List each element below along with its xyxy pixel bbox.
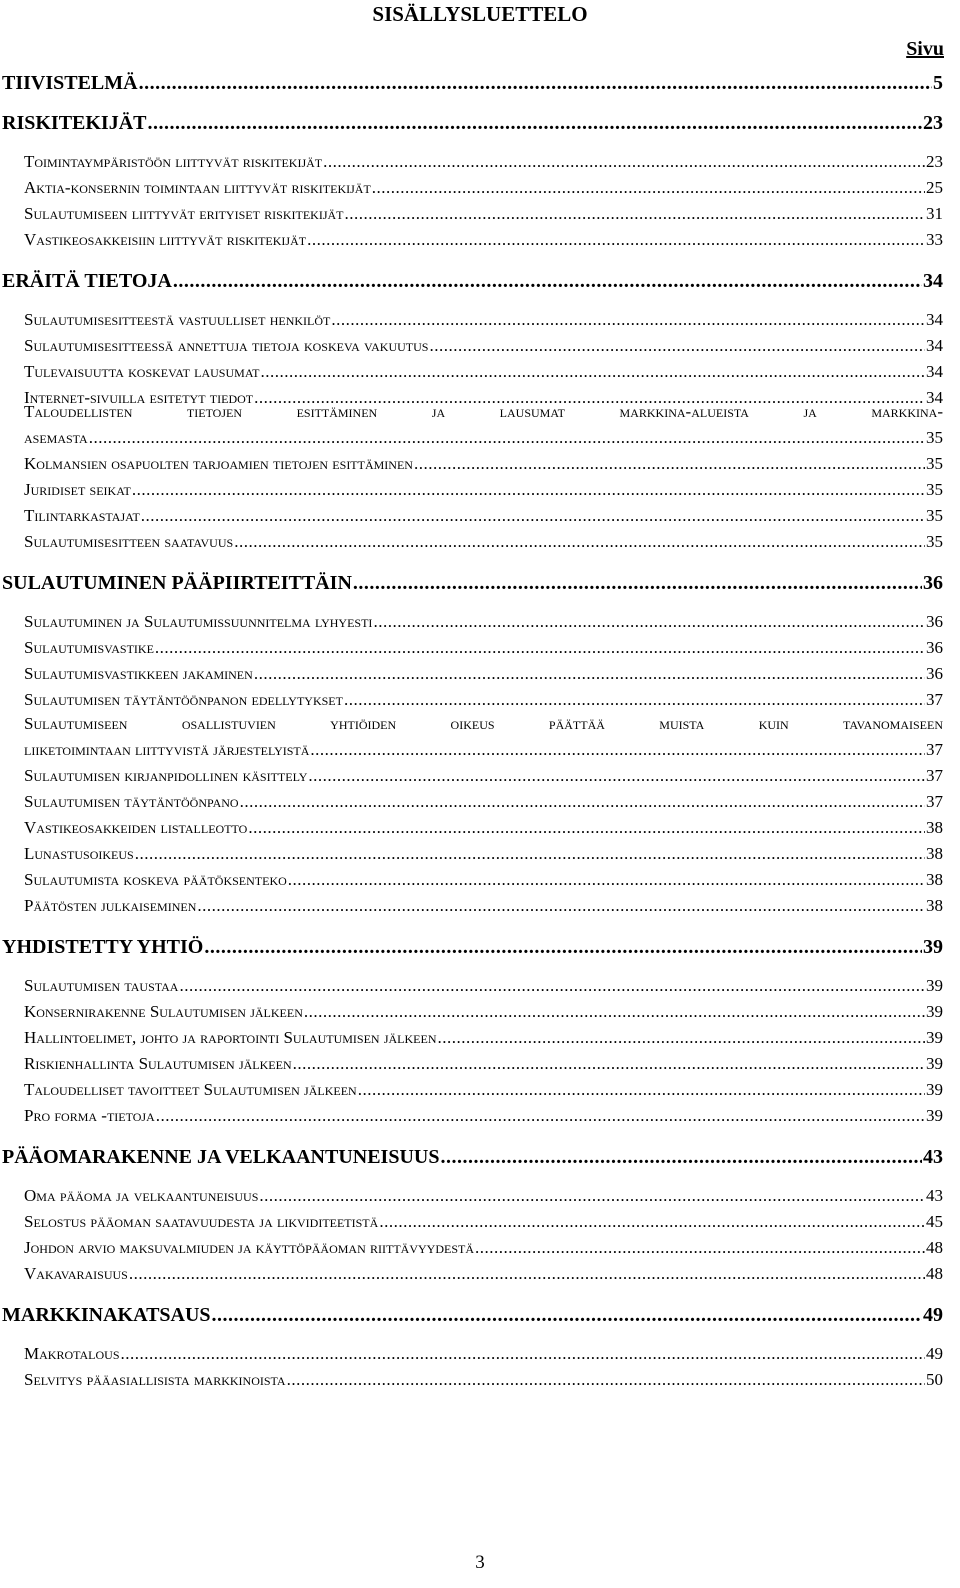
toc-page-number: 39 xyxy=(926,1028,943,1047)
toc-heading-entry[interactable] xyxy=(2,270,943,293)
toc-entry-text: Sulautumista koskeva päätöksenteko xyxy=(24,870,287,889)
toc-entry-text: liiketoimintaan liittyvistä järjestelyistä xyxy=(24,740,310,759)
toc-page-number: 35 xyxy=(926,532,943,551)
toc-entry-text-line1: Taloudellisten tietojen esittäminen ja lausumat markkina-alueista ja markkina- xyxy=(24,402,943,421)
toc-page-number: 49 xyxy=(923,1304,943,1326)
dot-leader xyxy=(155,638,925,658)
toc-subentry[interactable] xyxy=(24,230,943,250)
dot-leader xyxy=(287,1370,925,1390)
toc-subentry[interactable] xyxy=(24,740,943,760)
dot-leader xyxy=(234,532,925,552)
toc-subentry[interactable] xyxy=(24,310,943,330)
toc-entry-text: Sulautumisen täytäntöönpano xyxy=(24,792,239,811)
dot-leader xyxy=(304,1002,925,1022)
toc-entry-text: Johdon arvio maksuvalmiuden ja käyttöpääoman riittävyydestä xyxy=(24,1238,475,1257)
dot-leader xyxy=(308,766,925,786)
toc-entry-text-line1: Sulautumiseen osallistuvien yhtiöiden oikeus päättää muista kuin tavanomaiseen xyxy=(24,714,943,733)
toc-subentry[interactable] xyxy=(24,1002,943,1022)
toc-page-number: 31 xyxy=(926,204,943,223)
toc-page-number: 35 xyxy=(926,454,943,473)
toc-page-number: 39 xyxy=(926,976,943,995)
dot-leader xyxy=(475,1238,925,1258)
toc-page-number: 50 xyxy=(926,1370,943,1389)
toc-heading-entry[interactable] xyxy=(2,1304,943,1327)
dot-leader xyxy=(139,72,932,95)
toc-page-number: 39 xyxy=(926,1080,943,1099)
toc-page-number: 39 xyxy=(926,1054,943,1073)
dot-leader xyxy=(323,152,925,172)
toc-page-number: 35 xyxy=(926,428,943,447)
dot-leader xyxy=(310,740,925,760)
dot-leader xyxy=(307,230,925,250)
dot-leader xyxy=(129,1264,925,1284)
toc-subentry[interactable] xyxy=(24,1370,943,1390)
toc-entry-text: Päätösten julkaiseminen xyxy=(24,896,197,915)
dot-leader xyxy=(212,1304,922,1327)
dot-leader xyxy=(179,976,925,996)
toc-entry-text: Tulevaisuutta koskevat lausumat xyxy=(24,362,260,381)
toc-subentry[interactable] xyxy=(24,1344,943,1364)
toc-heading-entry[interactable] xyxy=(2,1146,943,1169)
toc-heading-entry[interactable] xyxy=(2,72,943,95)
toc-subentry[interactable] xyxy=(24,1080,943,1100)
toc-entry-text: Vastikeosakkeisiin liittyvät riskitekijät xyxy=(24,230,307,249)
toc-entry-text: Kolmansien osapuolten tarjoamien tietojen esittäminen xyxy=(24,454,413,473)
toc-page-number: 34 xyxy=(923,270,943,292)
toc-subentry[interactable] xyxy=(24,178,943,198)
toc-subentry[interactable] xyxy=(24,454,943,474)
toc-subentry[interactable] xyxy=(24,1106,943,1126)
dot-leader xyxy=(288,870,925,890)
toc-subentry[interactable] xyxy=(24,428,943,448)
toc-page-number: 49 xyxy=(926,1344,943,1363)
toc-page-number: 5 xyxy=(933,72,943,94)
toc-heading-entry[interactable] xyxy=(2,112,943,135)
toc-entry-text: Lunastusoikeus xyxy=(24,844,134,863)
toc-entry-text: Selostus pääoman saatavuudesta ja likviditeetistä xyxy=(24,1212,379,1231)
toc-page-number: 34 xyxy=(926,388,943,407)
toc-page-number: 23 xyxy=(923,112,943,134)
dot-leader xyxy=(373,612,925,632)
toc-page-number: 38 xyxy=(926,870,943,889)
toc-page-number: 43 xyxy=(926,1186,943,1205)
toc-page-number: 48 xyxy=(926,1238,943,1257)
toc-subentry[interactable] xyxy=(24,1054,943,1074)
toc-page-number: 35 xyxy=(926,480,943,499)
dot-leader xyxy=(121,1344,926,1364)
dot-leader xyxy=(141,506,925,526)
toc-page-number: 37 xyxy=(926,766,943,785)
toc-entry-text: PÄÄOMARAKENNE JA VELKAANTUNEISUUS xyxy=(2,1146,440,1168)
toc-page-number: 39 xyxy=(923,936,943,958)
toc-entry-text: RISKITEKIJÄT xyxy=(2,112,147,134)
dot-leader xyxy=(259,1186,925,1206)
toc-entry-text: asemasta xyxy=(24,428,88,447)
toc-entry-text: Juridiset seikat xyxy=(24,480,131,499)
toc-entry-text: Sulautumisen taustaa xyxy=(24,976,179,995)
toc-page-number: 34 xyxy=(926,310,943,329)
dot-leader xyxy=(248,818,925,838)
toc-entry-text: Toimintaympäristöön liittyvät riskitekijät xyxy=(24,152,323,171)
toc-subentry[interactable] xyxy=(24,1186,943,1206)
toc-subentry[interactable] xyxy=(24,480,943,500)
toc-page-number: 35 xyxy=(926,506,943,525)
dot-leader xyxy=(353,572,922,595)
toc-page-number: 36 xyxy=(926,664,943,683)
toc-entry-text: ERÄITÄ TIETOJA xyxy=(2,270,172,292)
page-title: SISÄLLYSLUETTELO xyxy=(372,2,588,26)
toc-subentry[interactable] xyxy=(24,532,943,552)
dot-leader xyxy=(437,1028,925,1048)
toc-entry-text: Sulautumisesitteessä annettuja tietoja koskeva vakuutus xyxy=(24,336,429,355)
toc-subentry[interactable] xyxy=(24,690,943,710)
toc-entry-text: Sulautuminen ja Sulautumissuunnitelma lyhyesti xyxy=(24,612,373,631)
toc-subentry[interactable] xyxy=(24,362,943,382)
toc-heading-entry[interactable] xyxy=(2,572,943,595)
toc-page-number: 39 xyxy=(926,1106,943,1125)
toc-subentry[interactable] xyxy=(24,976,943,996)
toc-subentry[interactable] xyxy=(24,844,943,864)
toc-page-number: 43 xyxy=(923,1146,943,1168)
toc-subentry[interactable] xyxy=(24,506,943,526)
toc-entry-text: Sulautumisvastike xyxy=(24,638,154,657)
dot-leader xyxy=(261,362,926,382)
toc-entry-text: SULAUTUMINEN PÄÄPIIRTEITTÄIN xyxy=(2,572,352,594)
toc-page-number: 34 xyxy=(926,362,943,381)
toc-entry-text: Sulautumisen täytäntöönpanon edellytykset xyxy=(24,690,343,709)
toc-entry-text: Sulautumisen kirjanpidollinen käsittely xyxy=(24,766,308,785)
toc-entry-text: Tilintarkastajat xyxy=(24,506,140,525)
dot-leader xyxy=(440,1146,922,1169)
toc-page-number: 36 xyxy=(923,572,943,594)
toc-page-number: 39 xyxy=(926,1002,943,1021)
toc-subentry[interactable] xyxy=(24,792,943,812)
toc-subentry[interactable] xyxy=(24,638,943,658)
toc-page-number: 34 xyxy=(926,336,943,355)
dot-leader xyxy=(240,792,925,812)
toc-entry-text: Taloudelliset tavoitteet Sulautumisen jälkeen xyxy=(24,1080,357,1099)
toc-subentry[interactable] xyxy=(24,818,943,838)
dot-leader xyxy=(379,1212,925,1232)
toc-subentry[interactable] xyxy=(24,336,943,356)
dot-leader xyxy=(197,896,925,916)
dot-leader xyxy=(89,428,925,448)
toc-entry-text: YHDISTETTY YHTIÖ xyxy=(2,936,204,958)
toc-subentry[interactable] xyxy=(24,870,943,890)
dot-leader xyxy=(293,1054,925,1074)
toc-entry-text: Sulautumisesitteestä vastuulliset henkilöt xyxy=(24,310,331,329)
toc-page-number: 38 xyxy=(926,844,943,863)
page-number: 3 xyxy=(475,1552,485,1573)
toc-entry-text: Sulautumiseen liittyvät erityiset riskitekijät xyxy=(24,204,344,223)
toc-entry-text: Pro forma -tietoja xyxy=(24,1106,155,1125)
toc-page-number: 37 xyxy=(926,792,943,811)
toc-page-number: 38 xyxy=(926,896,943,915)
toc-subentry[interactable] xyxy=(24,1212,943,1232)
page-column-label: Sivu xyxy=(906,38,944,60)
toc-entry-text: Selvitys pääasiallisista markkinoista xyxy=(24,1370,286,1389)
dot-leader xyxy=(254,664,925,684)
toc-page-number: 48 xyxy=(926,1264,943,1283)
toc-entry-text: Konsernirakenne Sulautumisen jälkeen xyxy=(24,1002,303,1021)
dot-leader xyxy=(414,454,925,474)
toc-entry-text: Sulautumisvastikkeen jakaminen xyxy=(24,664,253,683)
toc-subentry[interactable] xyxy=(24,896,943,916)
dot-leader xyxy=(173,270,922,293)
toc-subentry[interactable] xyxy=(24,1028,943,1048)
dot-leader xyxy=(204,936,922,959)
toc-page-number: 36 xyxy=(926,612,943,631)
dot-leader xyxy=(344,690,925,710)
dot-leader xyxy=(372,178,925,198)
dot-leader xyxy=(156,1106,925,1126)
toc-entry-text: TIIVISTELMÄ xyxy=(2,72,138,94)
toc-entry-text: Aktia-konsernin toimintaan liittyvät riskitekijät xyxy=(24,178,371,197)
dot-leader xyxy=(345,204,926,224)
toc-subentry[interactable] xyxy=(24,766,943,786)
toc-page-number: 45 xyxy=(926,1212,943,1231)
toc-page-number: 25 xyxy=(926,178,943,197)
dot-leader xyxy=(135,844,925,864)
toc-page-number: 37 xyxy=(926,690,943,709)
toc-subentry[interactable] xyxy=(24,1238,943,1258)
toc-entry-text: MARKKINAKATSAUS xyxy=(2,1304,211,1326)
dot-leader xyxy=(148,112,923,135)
toc-page-number: 36 xyxy=(926,638,943,657)
toc-subentry[interactable] xyxy=(24,1264,943,1284)
toc-entry-text: Riskienhallinta Sulautumisen jälkeen xyxy=(24,1054,292,1073)
toc-subentry[interactable] xyxy=(24,612,943,632)
dot-leader xyxy=(132,480,925,500)
dot-leader xyxy=(429,336,925,356)
toc-entry-text: Oma pääoma ja velkaantuneisuus xyxy=(24,1186,259,1205)
toc-page-number: 38 xyxy=(926,818,943,837)
toc-entry-text: Vakavaraisuus xyxy=(24,1264,128,1283)
toc-page-number: 23 xyxy=(926,152,943,171)
dot-leader xyxy=(358,1080,925,1100)
toc-entry-text: Makrotalous xyxy=(24,1344,120,1363)
dot-leader xyxy=(331,310,925,330)
toc-heading-entry[interactable] xyxy=(2,936,943,959)
toc-page-number: 33 xyxy=(926,230,943,249)
toc-page-number: 37 xyxy=(926,740,943,759)
toc-entry-text: Internet-sivuilla esitetyt tiedot xyxy=(24,388,254,407)
toc-entry-text: Sulautumisesitteen saatavuus xyxy=(24,532,234,551)
toc-subentry[interactable] xyxy=(24,204,943,224)
toc-subentry[interactable] xyxy=(24,664,943,684)
toc-entry-text: Vastikeosakkeiden listalleotto xyxy=(24,818,248,837)
toc-subentry[interactable] xyxy=(24,152,943,172)
toc-entry-text: Hallintoelimet, johto ja raportointi Sulautumisen jälkeen xyxy=(24,1028,437,1047)
